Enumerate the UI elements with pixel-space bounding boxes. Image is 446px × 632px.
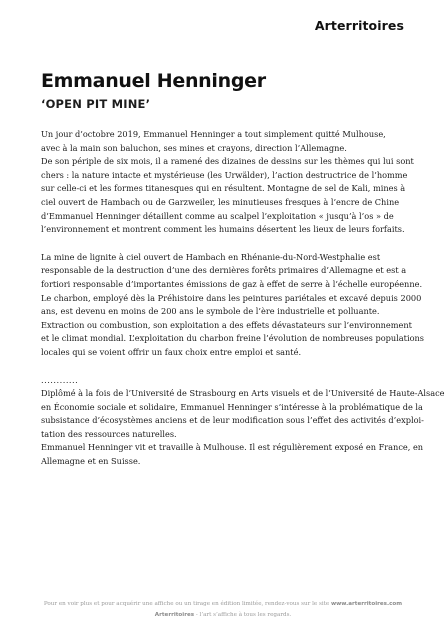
text-line: fortiori responsable d’importantes émissions de gaz à effet de serre à l’échelle européenne. [41, 278, 423, 289]
paragraph-spacer [41, 360, 413, 374]
text-line: Un jour d’octobre 2019, Emmanuel Henninger a tout simplement quitté Mulhouse, [41, 129, 386, 139]
text-line: sur celle-ci et les formes titanesques qui en résultent. Montagne de sel de Kali, mines à [41, 183, 406, 194]
artist-name: Emmanuel Henninger [41, 70, 266, 92]
brand-logo: Arterritoires [314, 18, 404, 33]
text-line: en Économie sociale et solidaire, Emmanuel Henninger s’intéresse à la problématique de la [41, 401, 423, 412]
text-line: Diplômé à la fois de l’Université de Strasbourg en Arts visuels et de l’Université de Haute-Alsace [41, 388, 445, 399]
work-title: ‘OPEN PIT MINE’ [41, 97, 151, 111]
text-line: Le charbon, employé dès la Préhistoire dans les peintures pariétales et excavé depuis 2000 [41, 292, 422, 303]
footer-line-1 [0, 600, 446, 608]
text-line: Emmanuel Henninger vit et travaille à Mulhouse. Il est régulièrement exposé en France, en [41, 442, 424, 453]
separator-dots: ............ [41, 374, 79, 385]
text-line: subsistance d’écosystèmes anciens et de leur modification sous l’effet des activités d’exploi- [41, 415, 424, 426]
text-line: locales qui se voient offrir un faux choix entre emploi et santé. [41, 346, 302, 357]
text-line: responsable de la destruction d’une des dernières forêts primaires d’Allemagne et est a [41, 265, 407, 276]
article-body [41, 128, 445, 469]
paragraph-2 [41, 251, 424, 360]
website-link[interactable]: www.arterritoires.com [330, 601, 403, 607]
text-line: ans, est devenu en moins de 200 ans le symbole de l’ère industrielle et polluante. [41, 306, 380, 317]
footer-brand: Arterritoires [154, 612, 195, 618]
footer-tagline: - l’art s’affiche à tous les regards. [194, 612, 292, 618]
text-line: Extraction ou combustion, son exploitation a des effets dévastateurs sur l’environnement [41, 319, 412, 330]
footer-text: Pour en voir plus et pour acquérir une affiche ou un tirage en édition limitée, rendez-vous sur le site [43, 601, 331, 607]
text-line: l’environnement et montrent comment les humains désertent les lieux de leurs forfaits. [41, 224, 405, 235]
text-line: La mine de lignite à ciel ouvert de Hambach en Rhénanie-du-Nord-Westphalie est [41, 251, 381, 262]
text-line: d’Emmanuel Henninger détaillent comme au scalpel l’exploitation « jusqu’à l’os » de [41, 210, 394, 221]
text-line: tation des ressources naturelles. [41, 428, 177, 439]
text-line: et le climat mondial. L’exploitation du charbon freine l’évolution de nombreuses populations [41, 333, 424, 344]
text-line: Allemagne et en Suisse. [41, 456, 141, 467]
paragraph-3 [41, 374, 445, 469]
text-line: chers : la nature intacte et mystérieuse (les Urwälder), l’action destructrice de l’homme [41, 169, 408, 180]
paragraph-spacer [41, 237, 413, 251]
text-line: De son périple de six mois, il a ramené des dizaines de dessins sur les thèmes qui lui sont [41, 156, 414, 167]
paragraph-1 [41, 128, 413, 237]
text-line: ciel ouvert de Hambach ou de Garzweiler, les minutieuses fresques à l’encre de Chine [41, 196, 400, 207]
text-line: avec à la main son baluchon, ses mines et crayons, direction l’Allemagne. [41, 142, 347, 153]
footer-line-2 [0, 611, 446, 619]
